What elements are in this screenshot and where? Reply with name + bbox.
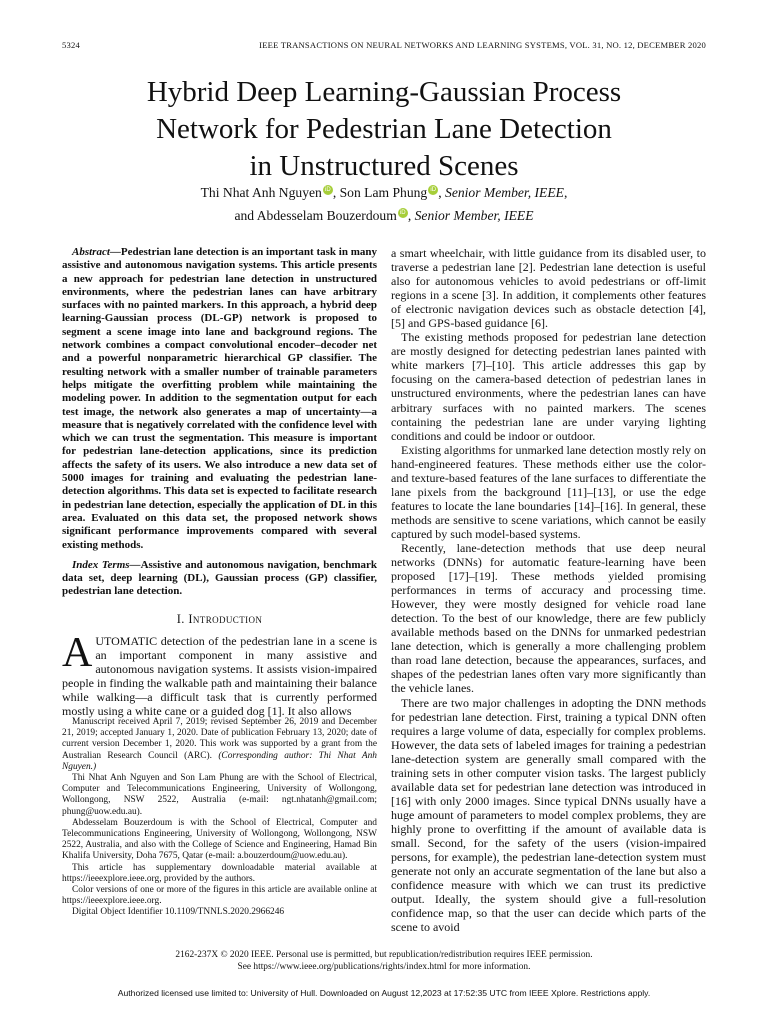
right-column <box>391 246 706 934</box>
paper-title <box>0 74 768 185</box>
license-notice: Authorized licensed use limited to: University of Hull. Downloaded on August 12,2023 at 17:52:35 UTC from IEEE Xplore. Restrictions apply. <box>117 988 651 998</box>
footnote-affiliation: Thi Nhat Anh Nguyen and Son Lam Phung are with the School of Electrical, Computer and Telecommunications Engineering, University of Wollongong, Wollongong, NSW 2522, Australia (e-mail: ngt.nhatanh@gmail.com; phung@uow.edu.au). <box>62 773 377 817</box>
title-line-2: Network for Pedestrian Lane Detection <box>156 113 612 145</box>
section-heading: I. Introduction <box>176 611 263 626</box>
abstract <box>62 246 377 552</box>
intro-paragraph: AUTOMATIC detection of the pedestrian lane in a scene is an important component in many assistive and autonomous navigation systems. It assists vision-impaired people in finding the walkable path and maintaining their balance while walking—a difficult task that is currently performed mostly using a white cane or a guided dog [1]. It also allows <box>62 630 377 719</box>
footnote-supplementary: This article has supplementary downloadable material available at https://ieeexplore.ieee.org, provided by the authors. <box>62 862 377 884</box>
footnote-color: Color versions of one or more of the figures in this article are available online at https://ieeexplore.ieee.org. <box>62 885 377 907</box>
author-line-1: Thi Nhat Anh Nguyen iD , Son Lam Phung iD , Senior Member, IEEE, <box>200 185 568 200</box>
author-role: Senior Member, IEEE <box>445 185 564 200</box>
author-name: and Abdesselam Bouzerdoum <box>234 208 397 223</box>
footnote-manuscript: Manuscript received April 7, 2019; revised September 26, 2019 and December 21, 2019; accepted January 1, 2020. Date of publication February 13, 2020; date of current version December 1, 2020. This work was supported by a grant from the Australian Research Council (ARC). (Corresponding author: Thi Nhat Anh Nguyen.) <box>62 717 377 772</box>
author-line-2: and Abdesselam Bouzerdoum iD , Senior Member, IEEE <box>234 208 534 223</box>
footnote-doi: Digital Object Identifier 10.1109/TNNLS.2020.2966246 <box>72 907 285 918</box>
orcid-icon[interactable]: iD <box>428 185 438 195</box>
paragraph: a smart wheelchair, with little guidance from its disabled user, to traverse a pedestrian lane [2]. Pedestrian lane detection is useful also for autonomous vehicles to avoid pedestrians or off-limit regions in a scene [3]. In addition, it complements other features of electronic navigation devices such as obstacle detection [4], [5] and GPS-based guidance [6]. <box>391 246 706 331</box>
page-number: 5324 <box>62 40 80 50</box>
orcid-icon[interactable]: iD <box>323 185 333 195</box>
index-terms-label: Index Terms— <box>72 558 141 571</box>
running-header: IEEE TRANSACTIONS ON NEURAL NETWORKS AND LEARNING SYSTEMS, VOL. 31, NO. 12, DECEMBER 2020 <box>259 40 706 50</box>
left-column <box>62 246 377 718</box>
author-name: Son Lam Phung <box>339 185 428 200</box>
paragraph: There are two major challenges in adopting the DNN methods for pedestrian lane detection. First, training a typical DNN often requires a large volume of data, especially for complex problems. However, the data sets of labeled images for training a pedestrian lane-detection system are generally small compared with the training sets in other computer vision tasks. The largest publicly available data set for pedestrian lane detection was introduced in [16] with only 2000 images. Since typical DNNs usually have a huge amount of parameters to model complex problems, they are highly prone to overfitting if the amount of available data is small. Second, for the safety of the users (vision-impaired persons, for example), the pedestrian lane-detection system must generate not only an accurate segmentation of the lane but also a confidence measure with which we can trust its predictive output. Ideally, the system should give a full-resolution confidence map, so that the user can decide which parts of the scene to avoid <box>391 695 706 935</box>
copyright-notice <box>0 950 768 973</box>
index-terms <box>62 559 377 599</box>
abstract-text: Pedestrian lane detection is an important task in many assistive and autonomous navigation systems. This article presents a new approach for pedestrian lane detection in unstructured environments, where the pedestrian lanes can have arbitrary surfaces with no painted markers. In this approach, a hybrid deep learning-Gaussian process (DL-GP) network is proposed to segment a scene image into lane and background regions. The network combines a compact convolutional encoder–decoder net and a powerful nonparametric hierarchical GP classifier. The resulting network with a smaller number of trainable parameters helps mitigate the overfitting problem while maintaining the modeling power. In addition to the segmentation output for each test image, the network also generates a map of uncertainty—a measure that is negatively correlated with the confidence level with which we can trust the segmentation. This measure is important for pedestrian lane-detection applications, since its prediction affects the safety of its users. We also introduce a new data set of 5000 images for training and evaluating the pedestrian lane-detection algorithms. This data set is expected to facilitate research in pedestrian lane detection, especially the application of DL in this area. Evaluated on this data set, the proposed network shows significant performance improvements compared with several existing methods. <box>62 246 377 551</box>
paragraph: Existing algorithms for unmarked lane detection mostly rely on hand-engineered features. These methods either use the color- and texture-based features of the lane surfaces to differentiate the lane pixels from the background [11]–[13], or use the edge features to locate the lane boundaries [14]–[16]. In general, these methods are sensitive to scene variations, which cannot be easily captured by such model-based systems. <box>391 442 706 541</box>
title-line-3: in Unstructured Scenes <box>249 150 519 182</box>
paragraph: Recently, lane-detection methods that use deep neural networks (DNNs) for automatic feature-learning have been proposed [17]–[19]. These methods yielded promising performances in terms of accuracy and processing time. However, they were mostly designed for vehicle road lane detection. To the best of our knowledge, there are few publicly available methods based on the DNNs for unmarked pedestrian lane detection, which is generally a more challenging problem than road lane detection, because the appearances, surfaces, and shapes of the pedestrian lanes often vary more significantly than the vehicle lanes. <box>391 540 706 696</box>
title-line-1: Hybrid Deep Learning-Gaussian Process <box>146 76 622 108</box>
orcid-icon[interactable]: iD <box>398 208 408 218</box>
author-name: Thi Nhat Anh Nguyen <box>200 185 322 200</box>
abstract-label: Abstract— <box>72 246 121 258</box>
copyright-line: 2162-237X © 2020 IEEE. Personal use is permitted, but republication/redistribution requires IEEE permission. <box>175 950 593 960</box>
footnote-affiliation: Abdesselam Bouzerdoum is with the School of Electrical, Computer and Telecommunications Engineering, University of Wollongong, Wollongong, NSW 2522, Australia, and also with the College of Science and Engineering, Hamad Bin Khalifa University, Doha 7675, Qatar (e-mail: a.bouzerdoum@uow.edu.au). <box>62 817 377 862</box>
drop-cap: A <box>62 630 93 677</box>
paragraph: The existing methods proposed for pedestrian lane detection are mostly designed for detecting pedestrian lanes painted with white markers [7]–[10]. This article addresses this gap by focusing on the camera-based detection of pedestrian lanes in unstructured environments, where the pedestrian lanes can have arbitrary surfaces with no painted markers. The scenes containing the pedestrian lane are under varying lighting conditions and could be indoor or outdoor. <box>391 330 706 443</box>
author-role: Senior Member, IEEE <box>414 208 534 223</box>
footnotes <box>62 717 377 919</box>
copyright-link[interactable]: See https://www.ieee.org/publications/rights/index.html for more information. <box>237 961 531 972</box>
index-terms-text: Assistive and autonomous navigation, benchmark data set, deep learning (DL), Gaussian process (GP) classifier, pedestrian lane detection. <box>62 558 377 598</box>
